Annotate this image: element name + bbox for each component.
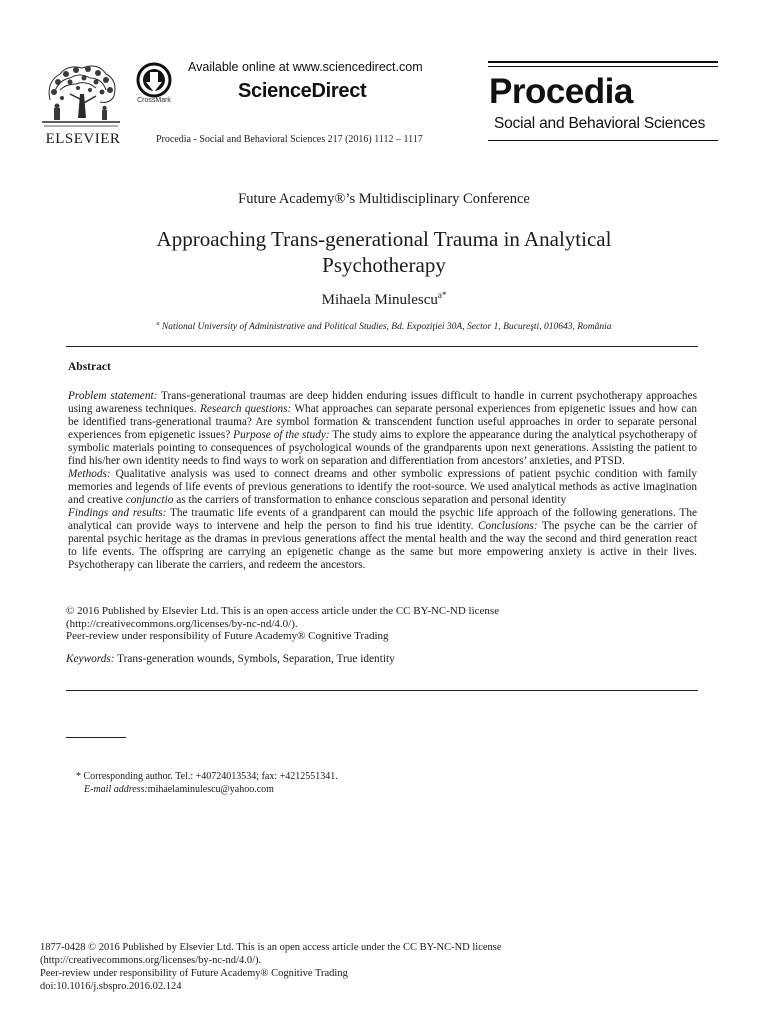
email-link[interactable]: mihaelaminulescu@yahoo.com bbox=[147, 784, 274, 795]
methods-label: Methods: bbox=[68, 468, 111, 480]
abstract-body bbox=[68, 390, 697, 572]
crossmark-label: CrossMark bbox=[137, 97, 171, 104]
problem-statement-label: Problem statement: bbox=[68, 390, 158, 402]
affiliation-text: National University of Administrative and Political Studies, Bd. Expoziţiei 30A, Sector 1, Bucureşti, 010643, România bbox=[161, 322, 612, 333]
footer-peer-review-line: Peer-review under responsibility of Future Academy® Cognitive Trading bbox=[40, 968, 348, 979]
journal-title: Procedia bbox=[489, 72, 633, 111]
methods-text-2: as the carriers of transformation to enhance conscious separation and personal identity bbox=[173, 494, 567, 506]
purpose-text: The study aims to explore the appearance during the analytical psychotherapy of symbolic materials pointing to consequences of psychological wounds of the grandparents upon next generations. Assisting the patient to find his/her own identity needs to find ways to work on separation and differentiation from ancestors’ anxieties, and PTSD. bbox=[68, 429, 697, 467]
elsevier-tree-logo bbox=[40, 60, 122, 130]
footer-license-line: 1877-0428 © 2016 Published by Elsevier Ltd. This is an open access article under the CC BY-NC-ND license bbox=[40, 942, 502, 953]
doi-link[interactable]: doi:10.1016/j.sbspro.2016.02.124 bbox=[40, 981, 182, 992]
purpose-label: Purpose of the study: bbox=[233, 429, 330, 441]
research-questions-text: What approaches can separate personal experiences from epigenetic issues and how can be identified trans-generational trauma? Are symbol formation & transcendent function useful approaches in order to separate personal experiences from epigenetic issues? bbox=[68, 403, 697, 441]
affiliation-mark: a bbox=[156, 321, 160, 327]
license-block bbox=[66, 605, 698, 643]
keywords-label: Keywords: bbox=[66, 653, 115, 665]
procedia-top-rule bbox=[488, 61, 718, 63]
crossmark-icon[interactable] bbox=[132, 62, 176, 114]
email-label: E-mail address: bbox=[84, 784, 148, 795]
abstract-paragraph-findings bbox=[68, 507, 697, 572]
findings-text: The traumatic life events of a grandparent can mould the psychic life approach of the following generations. The analytical can provide ways to intervene and help the person to find his true identity. bbox=[68, 507, 697, 532]
peer-review-line: Peer-review under responsibility of Future Academy® Cognitive Trading bbox=[66, 630, 389, 642]
license-line: © 2016 Published by Elsevier Ltd. This is an open access article under the CC BY-NC-ND license bbox=[66, 605, 500, 617]
affiliation-line bbox=[0, 321, 768, 332]
conclusions-text: The psyche can be the carrier of parental psychic heritage as the dramas in previous generations affect the mental health and the way the second and third generation react to life events. The offspring are carrying an epigenetic change as the same but more empowering anxiety is active in their lives. Psychotherapy can liberate the carriers, and redeem the ancestors. bbox=[68, 520, 697, 571]
methods-term: conjunctio bbox=[125, 494, 174, 506]
publisher-name: ELSEVIER bbox=[45, 131, 121, 147]
author-marks: a* bbox=[437, 290, 447, 300]
research-questions-label: Research questions: bbox=[199, 403, 292, 415]
conclusions-label: Conclusions: bbox=[477, 520, 538, 532]
conference-name: Future Academy®’s Multidisciplinary Conference bbox=[238, 191, 530, 207]
journal-subtitle: Social and Behavioral Sciences bbox=[494, 115, 706, 132]
page-footer bbox=[40, 941, 720, 993]
abstract-paragraph-problem bbox=[68, 390, 697, 468]
footer-license-link[interactable]: (http://creativecommons.org/licenses/by-nc-nd/4.0/). bbox=[40, 955, 262, 966]
abstract-top-rule bbox=[66, 346, 698, 347]
abstract-paragraph-methods bbox=[68, 468, 697, 507]
footnote-rule bbox=[66, 737, 126, 738]
procedia-top-rule-thin bbox=[488, 66, 718, 67]
footnote-block bbox=[76, 770, 338, 796]
abstract-heading: Abstract bbox=[68, 361, 111, 373]
keywords-text: Trans-generation wounds, Symbols, Separation, True identity bbox=[114, 653, 395, 665]
methods-text-1: Qualitative analysis was used to connect dreams and other symbolic expressions of patient psychic condition with family memories and legends of life events of previous generations to identify the root-source. We used analytical methods as active imagination and creative bbox=[68, 468, 697, 506]
abstract-bottom-rule bbox=[66, 690, 698, 691]
available-online-text: Available online at www.sciencedirect.com bbox=[188, 60, 423, 74]
problem-statement-text: Trans-generational traumas are deep hidden enduring issues difficult to handle in current psychotherapy approaches using awareness techniques. bbox=[68, 390, 697, 415]
author-line bbox=[0, 290, 768, 309]
author-name: Mihaela Minulescu bbox=[321, 292, 438, 308]
email-line bbox=[76, 783, 338, 796]
findings-label: Findings and results: bbox=[68, 507, 167, 519]
corresponding-author-note: * Corresponding author. Tel.: +40724013534; fax: +4212551341. bbox=[76, 771, 338, 782]
journal-citation: Procedia - Social and Behavioral Sciences 217 (2016) 1112 – 1117 bbox=[156, 134, 423, 145]
keywords-line bbox=[66, 653, 395, 665]
license-link[interactable]: (http://creativecommons.org/licenses/by-nc-nd/4.0/). bbox=[66, 617, 298, 630]
paper-title: Approaching Trans-generational Trauma in Analytical Psychotherapy bbox=[156, 227, 612, 277]
procedia-bottom-rule bbox=[488, 140, 718, 141]
sciencedirect-logo-text: ScienceDirect bbox=[238, 80, 367, 102]
